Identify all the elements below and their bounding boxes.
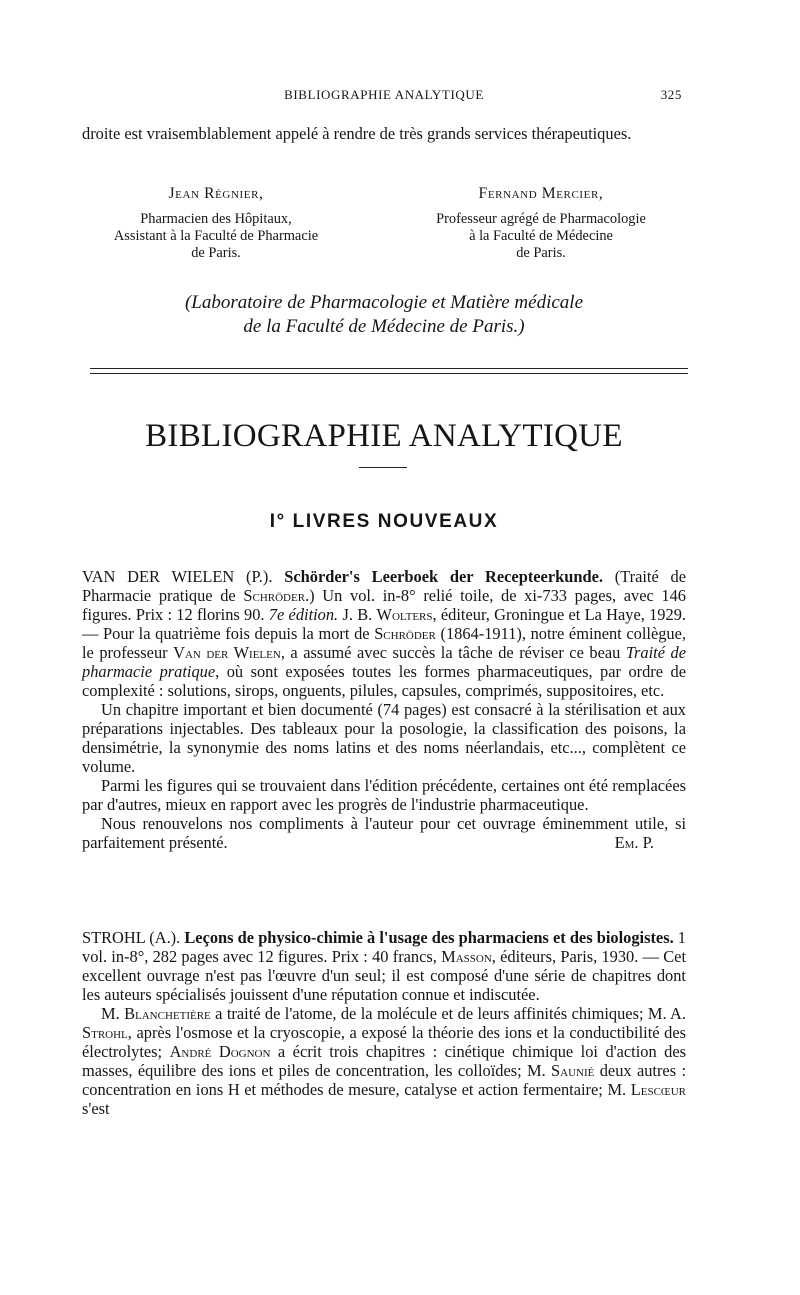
review-1-paragraph-1 bbox=[82, 567, 686, 700]
laboratory-affiliation bbox=[82, 291, 686, 339]
author-title-right: Professeur agrégé de Pharmacologie bbox=[436, 211, 646, 227]
review-1-paragraph-2: Un chapitre important et bien documenté (74 pages) est consacré à la stérilisation et aux préparations injectables. Des tableaux pour la posologie, la classification des poisons, la densimétrie, la synonymie des noms latins et des noms néerlandais, etc..., complètent ce volume. bbox=[82, 700, 686, 776]
review-2-book-title: Leçons de physico-chimie à l'usage des pharmaciens et des biologistes. bbox=[184, 928, 674, 947]
review-1-text: (1864-1911), notre éminent collègue, le professeur bbox=[82, 624, 686, 662]
author-affiliation-right: à la Faculté de Médecine bbox=[469, 228, 613, 244]
review-2-paragraph-1 bbox=[82, 928, 686, 1004]
review-2-name: Blanchetière bbox=[124, 1004, 211, 1023]
review-1-text: , a assumé avec succès la tâche de réviser ce beau bbox=[280, 643, 626, 662]
review-2 bbox=[82, 928, 686, 1118]
laboratory-line-2: de la Faculté de Médecine de Paris.) bbox=[243, 316, 525, 337]
review-2-name: André Dognon bbox=[169, 1042, 271, 1061]
review-2-text: deux autres : concentration en ions H et méthodes de mesure, catalyse et action fermentaire; M. bbox=[82, 1061, 686, 1099]
review-1-work-title: Traité de pharmacie pratique bbox=[82, 643, 686, 681]
review-1-name: Schröder bbox=[374, 624, 436, 643]
review-2-name: Saunié bbox=[551, 1061, 595, 1080]
signature-right bbox=[396, 185, 686, 262]
page-number: 325 bbox=[660, 87, 682, 102]
review-1-text: , éditeur, Groningue et La Haye, 1929. — Pour la quatrième fois depuis la mort de bbox=[82, 605, 686, 643]
review-2-publisher: Masson bbox=[441, 947, 492, 966]
divider-rule-top bbox=[90, 368, 688, 369]
review-2-paragraph-2 bbox=[82, 1004, 686, 1118]
review-2-text: a écrit trois chapitres : cinétique chimique loi d'action des masses, équilibre des ions et piles de concentration, les colloïdes; M. bbox=[82, 1042, 686, 1080]
intro-paragraph: droite est vraisemblablement appelé à rendre de très grands services thérapeutiques. bbox=[82, 124, 632, 143]
author-city-left: de Paris. bbox=[191, 245, 241, 261]
review-1-paragraph-4: Nous renouvelons nos compliments à l'auteur pour cet ouvrage éminemment utile, si parfaitement présenté. bbox=[82, 814, 686, 852]
laboratory-line-1: (Laboratoire de Pharmacologie et Matière médicale bbox=[184, 292, 584, 313]
review-1-text: .) Un vol. in-8° relié toile, de xi-733 pages, avec 146 figures. Prix : 12 florins 90. bbox=[82, 586, 687, 624]
review-1-paragraph-3: Parmi les figures qui se trouvaient dans l'édition précédente, certaines ont été remplacées par d'autres, mieux en rapport avec les progrès de l'industrie pharmaceutique. bbox=[82, 776, 686, 814]
review-2-author: STROHL (A.). bbox=[82, 928, 185, 947]
review-1-text: (Traité de Pharmacie pratique de bbox=[82, 567, 686, 605]
review-2-name: Lescœur bbox=[630, 1080, 686, 1099]
review-2-text: M. bbox=[101, 1004, 125, 1023]
review-2-text: a traité de l'atome, de la molécule et de leurs affinités chimiques; M. A. bbox=[210, 1004, 686, 1023]
author-name-right: Fernand Mercier, bbox=[478, 185, 604, 202]
review-1-name: Schröder bbox=[243, 586, 306, 605]
review-2-text: 1 vol. in-8°, 282 pages avec 12 figures. Prix : 40 francs, bbox=[82, 928, 686, 966]
review-2-text: , éditeurs, Paris, 1930. — Cet excellent ouvrage n'est pas l'œuvre d'un seul; il est composé d'une série de chapitres dont les auteurs spécialisés jouissent d'une réputation connue et indiscutée. bbox=[82, 947, 686, 1004]
review-2-text: s'est bbox=[82, 1099, 110, 1118]
title-underline bbox=[359, 467, 407, 468]
author-city-right: de Paris. bbox=[516, 245, 566, 261]
author-name-left: Jean Régnier, bbox=[168, 185, 264, 202]
review-2-text: , après l'osmose et la cryoscopie, a exposé la théorie des ions et la conductibilité des électrolytes; bbox=[82, 1023, 686, 1061]
review-1-signature: Em. P. bbox=[614, 833, 654, 852]
review-1-text: J. B. bbox=[338, 605, 377, 624]
review-1-text: , où sont exposées toutes les formes pharmaceutiques, par ordre de complexité : solutions, sirops, onguents, pilules, capsules, comprimés, suppositoires, etc. bbox=[82, 662, 686, 700]
running-head bbox=[82, 87, 686, 107]
author-affiliation-left: Assistant à la Faculté de Pharmacie bbox=[113, 228, 319, 244]
review-1-edition: 7e édition. bbox=[268, 605, 339, 624]
section-title: I° LIVRES NOUVEAUX bbox=[269, 511, 499, 532]
review-1-author: VAN DER WIELEN (P.). bbox=[82, 567, 285, 586]
review-2-name: Strohl bbox=[82, 1023, 128, 1042]
review-1-publisher: Wolters bbox=[376, 605, 433, 624]
author-title-left: Pharmacien des Hôpitaux, bbox=[140, 211, 292, 227]
review-1-name: Van der Wielen bbox=[173, 643, 281, 662]
divider-rule-bottom bbox=[90, 373, 688, 374]
signature-left bbox=[82, 185, 350, 262]
review-1-book-title: Schörder's Leerboek der Recepteerkunde. bbox=[284, 567, 603, 586]
main-title: BIBLIOGRAPHIE ANALYTIQUE bbox=[145, 418, 623, 454]
running-head-title: BIBLIOGRAPHIE ANALYTIQUE bbox=[284, 87, 484, 102]
review-1 bbox=[82, 567, 686, 852]
